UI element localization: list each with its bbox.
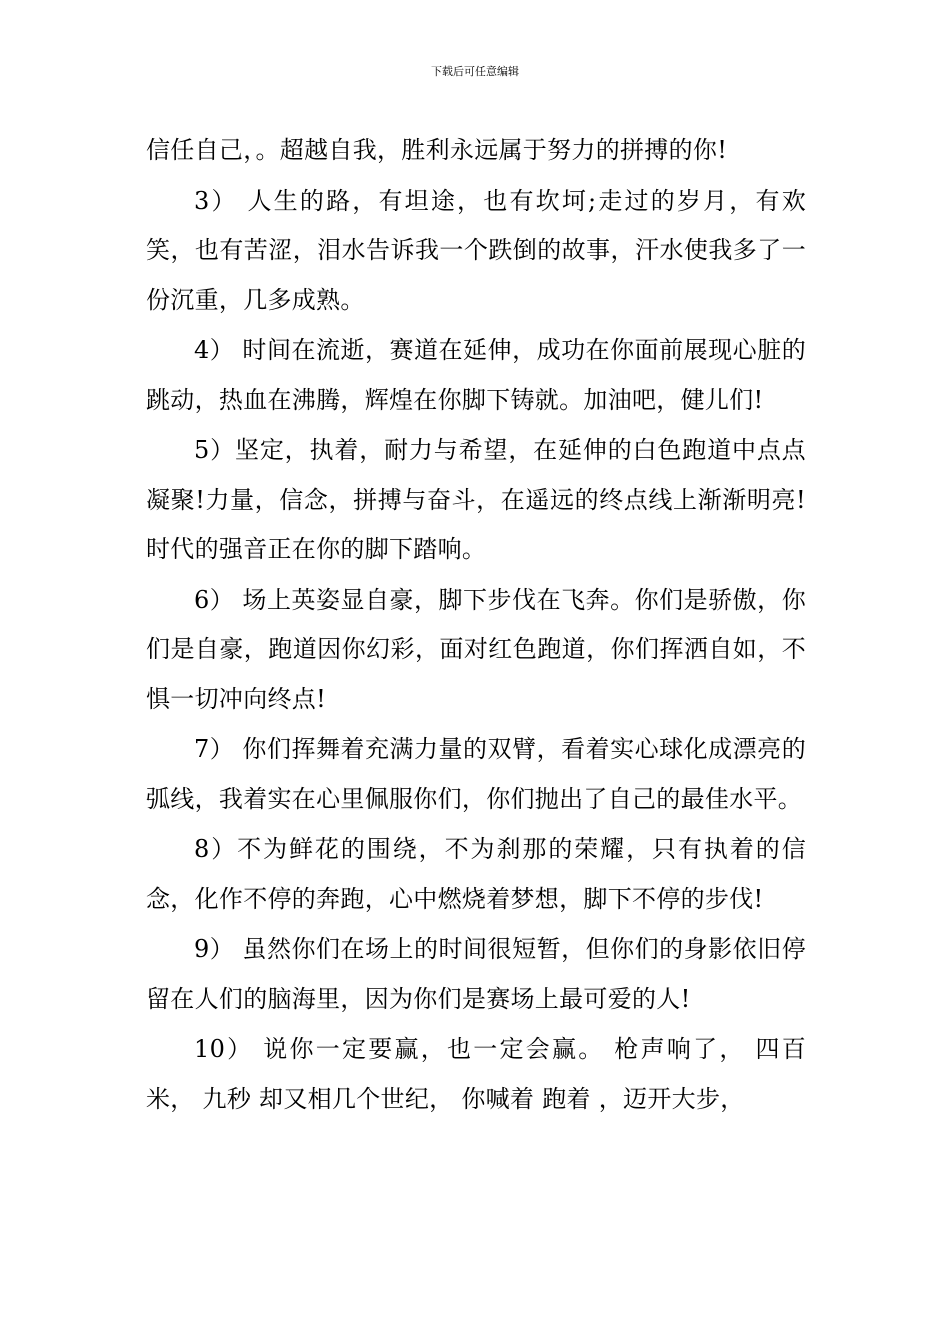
paragraph: 4） 时间在流逝，赛道在延伸，成功在你面前展现心脏的跳动，热血在沸腾，辉煌在你脚下铸就。加油吧，健儿们!: [146, 336, 806, 414]
paragraph: 7） 你们挥舞着充满力量的双臂，看着实心球化成漂亮的弧线，我着实在心里佩服你们，你们抛出了自己的最佳水平。: [146, 735, 806, 813]
paragraph: 8）不为鲜花的围绕，不为刹那的荣耀，只有执着的信念，化作不停的奔跑，心中燃烧着梦想，脚下不停的步伐!: [146, 835, 806, 913]
paragraph: 9） 虽然你们在场上的时间很短暂，但你们的身影依旧停留在人们的脑海里，因为你们是赛场上最可爱的人!: [146, 935, 806, 1013]
page-header: 下载后可任意编辑: [431, 65, 519, 78]
paragraph: 3） 人生的路，有坦途，也有坎坷;走过的岁月，有欢笑，也有苦涩，泪水告诉我一个跌倒的故事，汗水使我多了一份沉重，几多成熟。: [146, 186, 806, 314]
paragraph: 5）坚定，执着，耐力与希望，在延伸的白色跑道中点点凝聚!力量，信念，拼搏与奋斗，在遥远的终点线上渐渐明亮!时代的强音正在你的脚下踏响。: [146, 436, 806, 563]
paragraph: 信任自己，。超越自我，胜利永远属于努力的拼搏的你!: [146, 136, 728, 164]
document-body: [146, 126, 806, 1124]
paragraph: 10） 说你一定要赢，也一定会赢。 枪声响了， 四百米， 九秒 却又相几个世纪， 你喊着 跑着 ，迈开大步，: [146, 1035, 806, 1113]
paragraph: 6） 场上英姿显自豪，脚下步伐在飞奔。你们是骄傲，你们是自豪，跑道因你幻彩，面对红色跑道，你们挥洒自如，不惧一切冲向终点!: [146, 585, 806, 713]
